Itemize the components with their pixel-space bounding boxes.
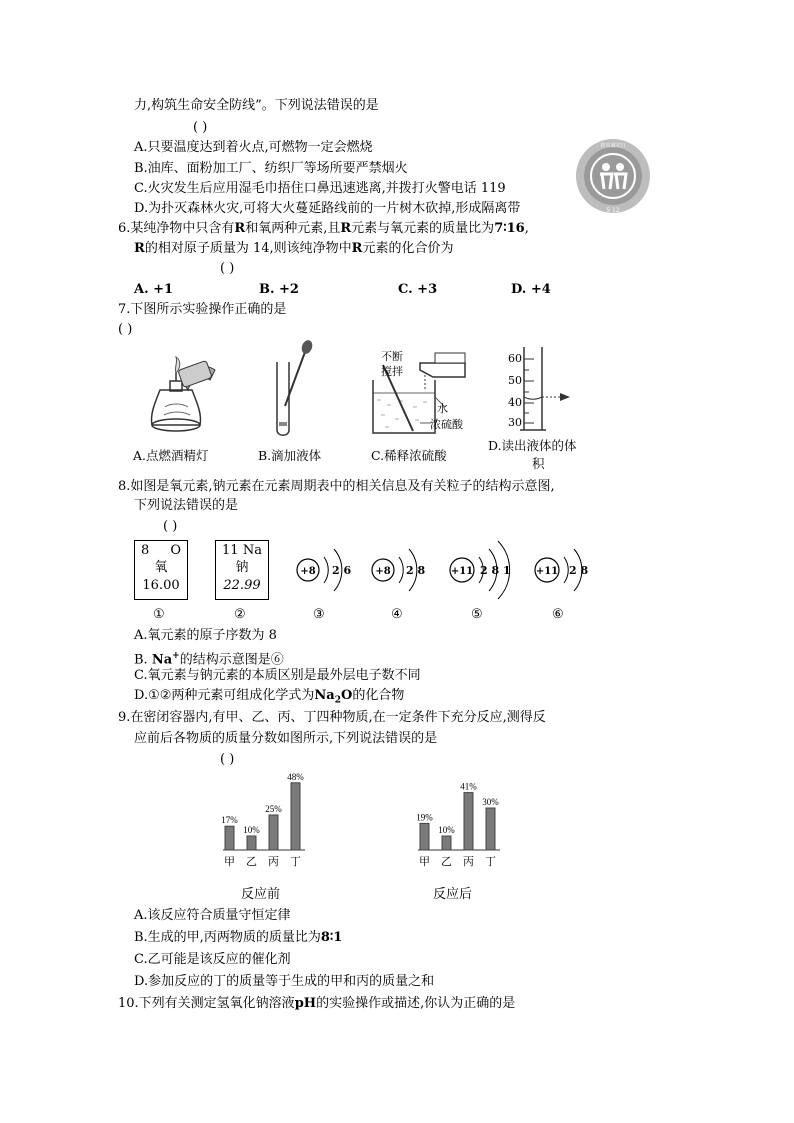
chart-before-title: 反应前 bbox=[241, 887, 281, 902]
q5-answer-paren: ( ) bbox=[193, 120, 208, 135]
category-label: 甲 bbox=[419, 855, 430, 868]
q6-text: 的相对原子质量为 14,则该纯净物中 bbox=[144, 241, 352, 256]
tick-30: 30 bbox=[508, 416, 522, 429]
badge-title: 防灾减灾日 bbox=[600, 143, 626, 149]
category-label: 丙 bbox=[268, 855, 279, 868]
element-cell-sodium bbox=[215, 540, 269, 600]
electron-config: 2 6 bbox=[332, 564, 352, 577]
q8-stem-line2: 下列说法错误的是 bbox=[134, 498, 239, 513]
category-label: 乙 bbox=[441, 855, 452, 868]
bar-value-label: 25% bbox=[265, 804, 282, 814]
q6-answer-paren: ( ) bbox=[220, 261, 235, 276]
q7-caption-c: C.稀释浓硫酸 bbox=[371, 448, 447, 463]
bar-丙 bbox=[269, 815, 278, 850]
atom-5 bbox=[450, 541, 511, 599]
bar-甲 bbox=[420, 823, 429, 850]
bar-丙 bbox=[464, 793, 473, 850]
symbol-r: R bbox=[134, 241, 145, 256]
atomic-number: 11 bbox=[222, 543, 239, 558]
q6-text: , bbox=[524, 221, 529, 236]
q6-option-b: B. +2 bbox=[259, 282, 299, 297]
atomic-mass: 16.00 bbox=[142, 578, 180, 593]
q6-stem-line2 bbox=[134, 240, 453, 258]
q6-text: 6.某纯净物中只含有 bbox=[118, 221, 235, 236]
bar-乙 bbox=[247, 836, 256, 850]
nucleus-charge: +8 bbox=[375, 566, 391, 577]
mark-4: ④ bbox=[391, 607, 403, 622]
q8-text: D.①②两种元素可组成化学式为 bbox=[134, 688, 315, 703]
q9-stem-line1: 9.在密闭容器内,有甲、乙、丙、丁四种物质,在一定条件下充分反应,测得反 bbox=[118, 710, 546, 725]
q8-option-b bbox=[134, 647, 284, 669]
bar-value-label: 19% bbox=[416, 812, 433, 823]
mark-5: ⑤ bbox=[471, 607, 483, 622]
q7-answer-paren: ( ) bbox=[118, 322, 133, 337]
label-stir-2: 搅拌 bbox=[381, 365, 403, 378]
q9-option-c: C.乙可能是该反应的催化剂 bbox=[134, 952, 291, 967]
q8-text: B. bbox=[134, 652, 152, 668]
element-symbol: O bbox=[170, 543, 181, 558]
q6-text: 元素的化合价为 bbox=[362, 241, 454, 256]
atom-diagrams bbox=[290, 535, 600, 605]
nucleus-charge: +11 bbox=[450, 566, 474, 577]
mass-ratio: 7∶16 bbox=[494, 221, 525, 236]
category-label: 甲 bbox=[224, 855, 235, 868]
q7-caption-d: D.读出液体的体 bbox=[488, 438, 577, 453]
q9-text: B.生成的甲,丙两物质的质量比为 bbox=[134, 930, 321, 945]
tick-60: 60 bbox=[508, 352, 522, 365]
mark-3: ③ bbox=[313, 607, 325, 622]
q8-text: 的结构示意图是⑥ bbox=[179, 652, 284, 668]
charge-sup: + bbox=[172, 651, 180, 661]
q10-text: 10.下列有关测定氢氧化钠溶液 bbox=[118, 996, 295, 1011]
bar-丁 bbox=[291, 783, 300, 850]
q8-answer-paren: ( ) bbox=[163, 519, 178, 534]
mass-ratio: 8∶1 bbox=[320, 930, 343, 945]
tick-40: 40 bbox=[508, 396, 522, 409]
atom-4 bbox=[372, 549, 425, 591]
q5-option-d: D.为扑灭森林火灾,可将大火蔓延路线前的一片树木砍掉,形成隔离带 bbox=[134, 201, 521, 216]
q5-option-b: B.油库、面粉加工厂、纺织厂等场所要严禁烟火 bbox=[134, 161, 408, 176]
q9-stem-line2: 应前后各物质的质量分数如图所示,下列说法错误的是 bbox=[134, 731, 438, 746]
bar-value-label: 30% bbox=[482, 797, 499, 807]
q7-caption-a: A.点燃酒精灯 bbox=[133, 448, 209, 463]
element-cell-oxygen bbox=[134, 540, 188, 600]
electron-config: 2 8 1 bbox=[480, 564, 511, 577]
bar-value-label: 48% bbox=[287, 771, 304, 782]
q9-option-d: D.参加反应的丁的质量等于生成的甲和丙的质量之和 bbox=[134, 974, 435, 989]
bar-value-label: 41% bbox=[460, 781, 477, 792]
ph-term: pH bbox=[294, 996, 317, 1011]
formula-na: Na bbox=[151, 652, 173, 668]
alcohol-lamp-illustration bbox=[130, 345, 230, 440]
q5-option-c: C.火灾发生后应用湿毛巾捂住口鼻迅速逃离,并拨打火警电话 119 bbox=[134, 181, 506, 196]
electron-config: 2 8 bbox=[569, 564, 589, 577]
disaster-day-badge-icon bbox=[574, 137, 652, 215]
mark-1: ① bbox=[153, 607, 165, 622]
mark-6: ⑥ bbox=[552, 607, 564, 622]
bar-value-label: 17% bbox=[221, 815, 238, 826]
q8-option-d bbox=[134, 687, 404, 710]
label-stir-1: 不断 bbox=[381, 350, 403, 363]
q6-stem-line1 bbox=[118, 220, 529, 238]
formula-sub: 2 bbox=[334, 695, 341, 706]
element-name: 氧 bbox=[154, 560, 168, 575]
formula-na: Na bbox=[314, 688, 335, 703]
q8-option-c: C.氧元素与钠元素的本质区别是最外层电子数不同 bbox=[134, 668, 421, 683]
q8-option-a: A.氧元素的原子序数为 8 bbox=[134, 628, 277, 643]
q9-option-b bbox=[134, 929, 342, 947]
q5-option-a: A.只要温度达到着火点,可燃物一定会燃烧 bbox=[134, 140, 373, 155]
bar-chart-before bbox=[215, 765, 315, 875]
symbol-r: R bbox=[351, 241, 363, 256]
q8-text: 的化合物 bbox=[352, 688, 405, 703]
bar-chart-after bbox=[410, 765, 510, 875]
q6-option-d: D. +4 bbox=[511, 282, 551, 297]
q6-option-a: A. +1 bbox=[134, 282, 174, 297]
bar-value-label: 10% bbox=[438, 825, 455, 835]
category-label: 乙 bbox=[246, 855, 257, 868]
q9-answer-paren: ( ) bbox=[220, 752, 235, 767]
q6-option-c: C. +3 bbox=[398, 282, 438, 297]
bar-乙 bbox=[442, 836, 451, 850]
category-label: 丁 bbox=[290, 855, 301, 868]
q5-stem: 力,构筑生命安全防线”。下列说法错误的是 bbox=[134, 98, 379, 113]
dropper-illustration bbox=[265, 340, 325, 440]
bar-丁 bbox=[486, 808, 495, 850]
badge-date: 5·12 bbox=[606, 207, 620, 214]
label-conc-acid: 浓硫酸 bbox=[430, 418, 463, 431]
q9-option-a: A.该反应符合质量守恒定律 bbox=[134, 908, 291, 923]
mark-2: ② bbox=[234, 607, 246, 622]
symbol-r: R bbox=[234, 221, 246, 236]
symbol-r: R bbox=[340, 221, 352, 236]
label-water: 水 bbox=[437, 402, 448, 415]
category-label: 丁 bbox=[485, 855, 496, 868]
atomic-mass: 22.99 bbox=[223, 578, 261, 593]
q10-stem bbox=[118, 995, 515, 1013]
q6-text: 和氧两种元素,且 bbox=[245, 221, 341, 236]
electron-config: 2 8 bbox=[406, 564, 426, 577]
q6-text: 元素与氧元素的质量比为 bbox=[351, 221, 495, 236]
atom-3 bbox=[297, 549, 351, 591]
element-symbol: Na bbox=[242, 543, 262, 558]
bar-甲 bbox=[225, 826, 234, 850]
category-label: 丙 bbox=[463, 855, 474, 868]
q10-text: 的实验操作或描述,你认为正确的是 bbox=[316, 996, 516, 1011]
nucleus-charge: +8 bbox=[300, 566, 316, 577]
bar-value-label: 10% bbox=[243, 825, 260, 835]
q7-stem: 7.下图所示实验操作正确的是 bbox=[118, 302, 287, 317]
chart-after-title: 反应后 bbox=[433, 887, 473, 902]
q7-caption-b: B.滴加液体 bbox=[258, 448, 322, 463]
q7-caption-d-cont: 积 bbox=[532, 456, 545, 471]
element-name: 钠 bbox=[235, 560, 249, 575]
formula-o: O bbox=[340, 688, 353, 703]
tick-50: 50 bbox=[508, 374, 522, 387]
atomic-number: 8 bbox=[141, 543, 150, 558]
nucleus-charge: +11 bbox=[535, 566, 559, 577]
atom-6 bbox=[535, 549, 588, 591]
q8-stem-line1: 8.如图是氧元素,钠元素在元素周期表中的相关信息及有关粒子的结构示意图, bbox=[118, 479, 555, 494]
